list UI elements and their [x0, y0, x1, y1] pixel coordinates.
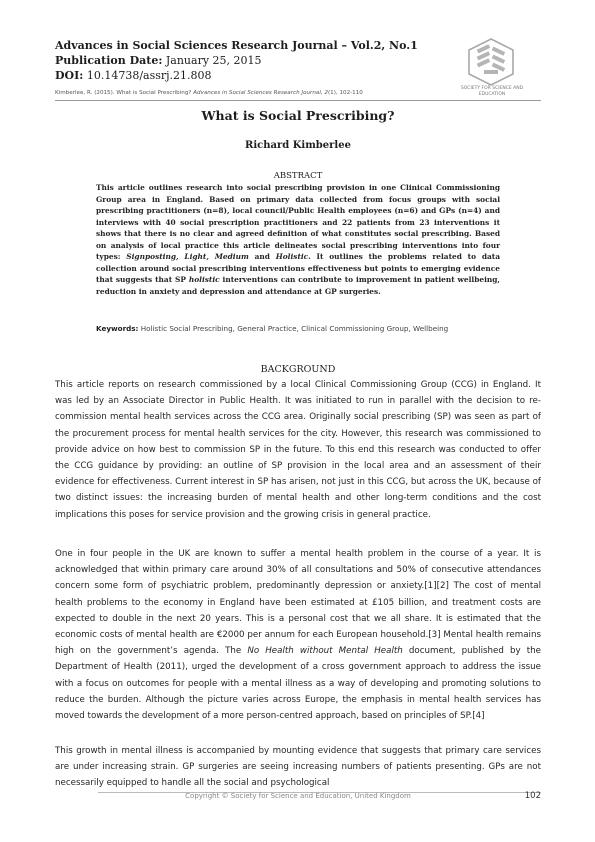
- citation-line: [55, 90, 363, 96]
- paragraph-2-b: document, published by the Department of Health (2011), urged the development of a cross government approach to address the issue with a focus on outcomes for people with a mental illness as a way of developing and promoting solutions to reduce the burden. Although the picture varies across Europe, the emphasis in mental health services has moved towards the development of a more person-centred approach, based on principles of SP.[4]: [55, 646, 541, 722]
- author-name: Richard Kimberlee: [245, 140, 351, 151]
- citation-suffix: (1), 102-110: [328, 90, 363, 96]
- page-number: 102: [524, 791, 541, 801]
- journal-name: Advances in Social Sciences Research Journal – Vol.2, No.1: [55, 39, 418, 52]
- citation-prefix: Kimberlee, R. (2015). What is Social Prescribing?: [55, 90, 194, 96]
- citation-journal: Advances in Social Sciences Research Journal, 2: [193, 90, 328, 96]
- publication-date-label: Publication Date:: [55, 54, 163, 67]
- journal-header: [55, 38, 455, 83]
- abstract-part-1: This article outlines research into social prescribing provision in one Clinical Commissioning Group area in England. Based on primary data collected from focus groups with social prescribing practitioners (n=8), local council/Public Health employees (n=6) and GPs (n=4) and interviews with 40 social prescription practitioners and 22 patients from 23 interventions it shows that there is no clear and agreed definition of what constitutes social prescribing. Based on analysis of local practice this article delineates social prescribing interventions into four types:: [96, 183, 500, 261]
- header-divider: [55, 100, 541, 101]
- keywords-text: Holistic Social Prescribing, General Practice, Clinical Commissioning Group, Wellbeing: [138, 324, 449, 333]
- paragraph-1: This article reports on research commissioned by a local Clinical Commissioning Group (CCG) in England. It was led by an Associate Director in Public Health. It was initiated to run in parallel with the decision to re-commission mental health services across the CCG area. Originally social prescribing (SP) was seen as part of the procurement process for mental health services for the city. However, this research was commissioned to provide advice on how best to commission SP in the future. To this end this research was conducted to offer the CCG guidance by providing: an outline of SP provision in the local area and an assessment of their evidence for effectiveness. Current interest in SP has arisen, not just in this CCG, but across the UK, because of two distinct issues: the increasing burden of mental health and other long-term conditions and the cost implications this poses for service provision and the growing crisis in general practice.: [55, 380, 541, 520]
- abstract-types-1: Signposting, Light, Medium: [126, 252, 249, 261]
- footer-copyright: Copyright © Society for Science and Education, United Kingdom: [185, 792, 411, 800]
- abstract-and: and: [248, 252, 276, 261]
- abstract-part-3: interventions can contribute to improvement in patient wellbeing, reduction in anxiety and depression and attendance at GP surgeries.: [96, 275, 500, 296]
- abstract-part-2: . It outlines the problems related to data collection around social prescribing interventions effectiveness but points to emerging evidence that suggests that SP: [96, 252, 500, 284]
- abstract-heading: ABSTRACT: [273, 171, 323, 181]
- doi: [55, 68, 455, 83]
- paragraph-2-document-title: No Health without Mental Health: [247, 646, 403, 657]
- doi-value: 10.14738/assrj.21.808: [86, 69, 212, 82]
- keywords-label: Keywords:: [96, 324, 139, 333]
- abstract-body: [96, 182, 500, 297]
- publication-date-value: January 25, 2015: [165, 54, 262, 67]
- paragraph-2: [55, 546, 541, 724]
- page-footer: [55, 792, 541, 804]
- abstract-types-2: Holistic: [275, 252, 309, 261]
- keywords: [96, 323, 500, 335]
- doi-label: DOI:: [55, 69, 84, 82]
- logo-caption: SOCIETY FOR SCIENCE AND EDUCATION: [460, 86, 524, 97]
- paragraph-2-a: One in four people in the UK are known to suffer a mental health problem in the course of a year. It is acknowledged that within primary care around 30% of all consultations and 50% of consecutive attendances concern some form of psychiatric problem, predominantly depression or anxiety.[1][2] The cost of mental health problems to the economy in England have been estimated at £105 billion, and treatment costs are expected to double in the next 20 years. This is a personal cost that we all share. It is estimated that the economic costs of mental health are €2000 per annum for each European household.[3] Mental health remains high on the government’s agenda. The: [55, 549, 541, 657]
- paper-title: What is Social Prescribing?: [201, 108, 395, 123]
- section-heading-background: BACKGROUND: [260, 364, 336, 375]
- paragraph-3: This growth in mental illness is accompanied by mounting evidence that suggests that primary care services are under increasing strain. GP surgeries are seeing increasing numbers of patients presenting. GPs are not necessarily equipped to handle all the social and psychological: [55, 746, 541, 789]
- publication-date: [55, 53, 455, 68]
- abstract-holistic: holistic: [188, 275, 220, 284]
